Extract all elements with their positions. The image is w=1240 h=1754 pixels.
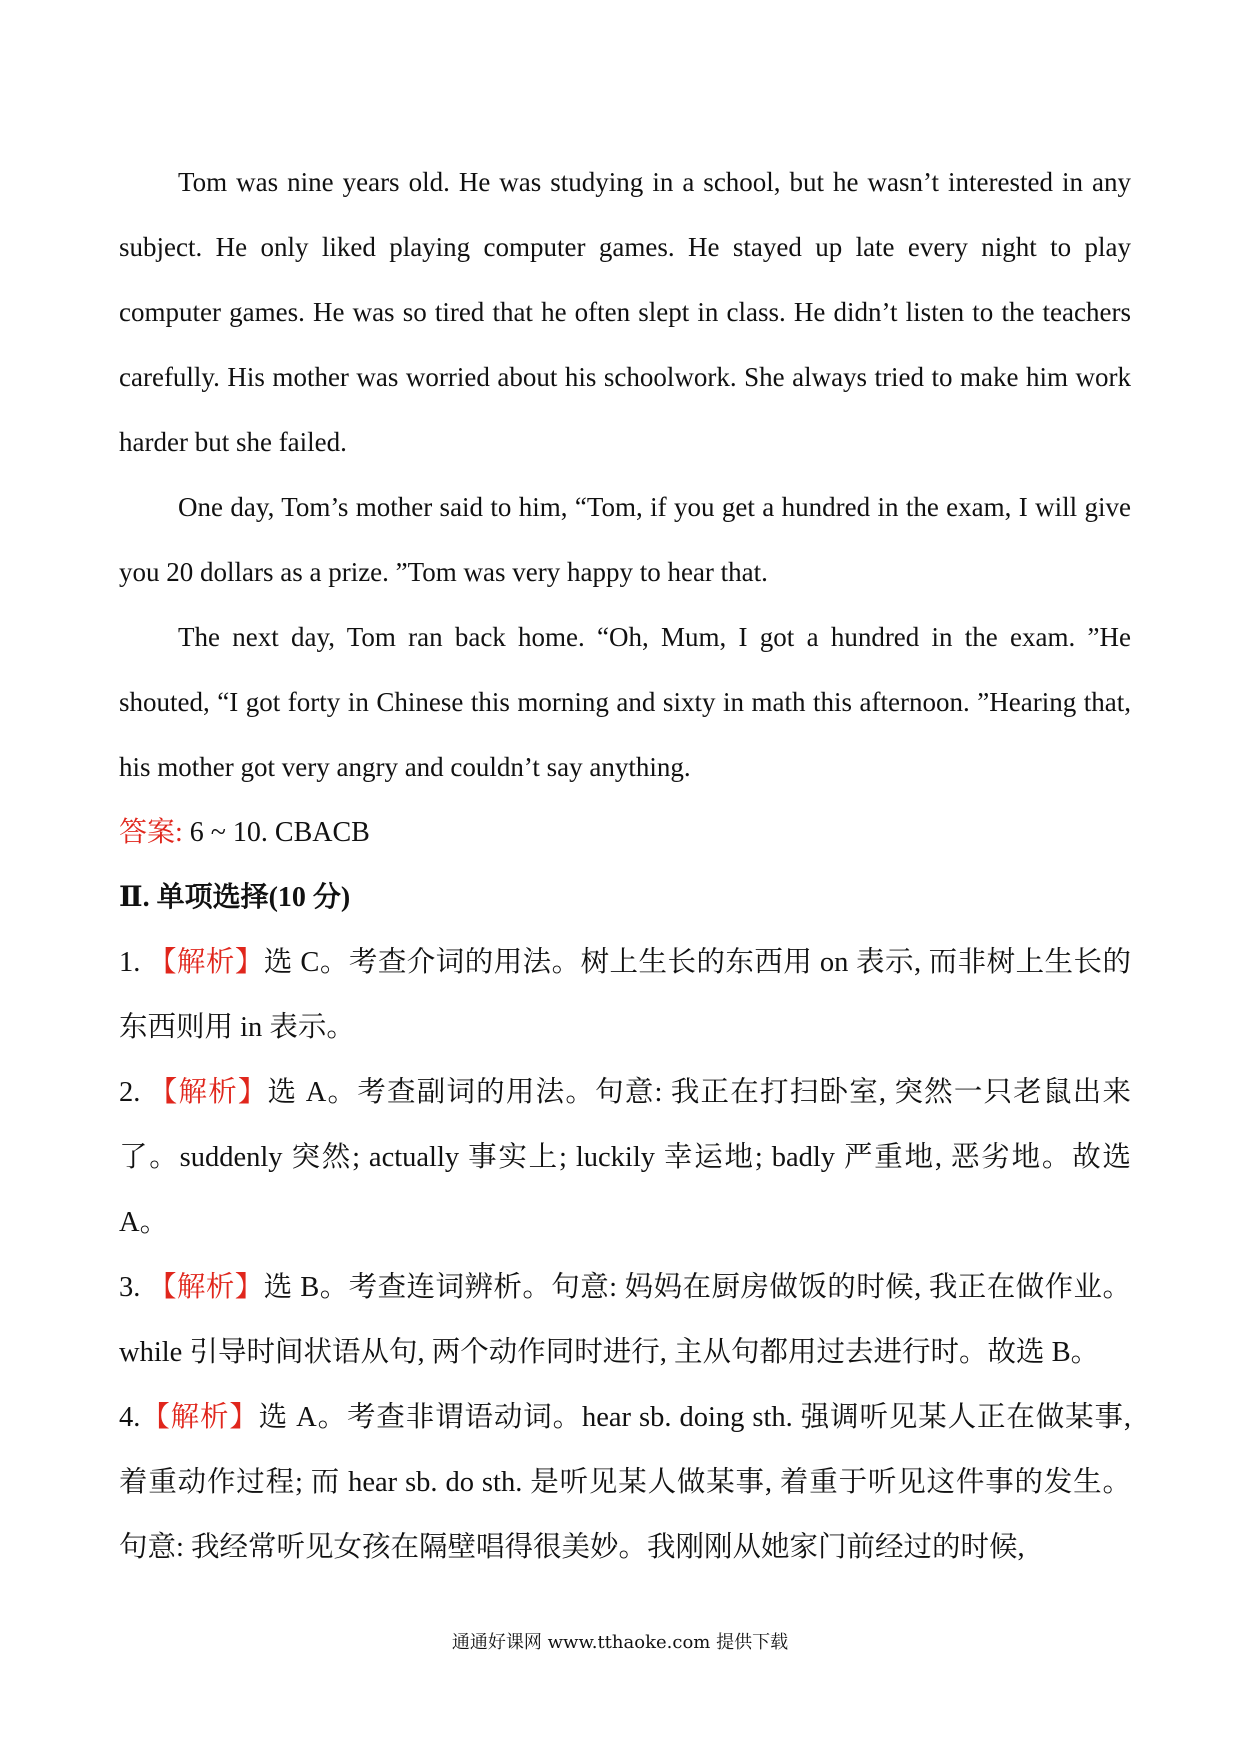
item-text: 选 A。考查副词的用法。句意: 我正在打扫卧室, 突然一只老鼠出来了。suddenly 突然; actually 事实上; luckily 幸运地; badly 严重地, 恶劣地。故选 A。 [119, 1077, 1131, 1238]
item-text: 选 B。考查连词辨析。句意: 妈妈在厨房做饭的时候, 我正在做作业。while 引导时间状语从句, 两个动作同时进行, 主从句都用过去进行时。故选 B。 [119, 1272, 1131, 1368]
item-number: 3. [119, 1272, 141, 1303]
explanation-item-1 [119, 930, 1131, 1060]
passage-paragraph-2: One day, Tom’s mother said to him, “Tom, if you get a hundred in the exam, I will give you 20 dollars as a prize. ”Tom was very happy to hear that. [119, 492, 1131, 587]
explanation-item-4 [119, 1385, 1131, 1580]
item-text: 选 A。考查非谓语动词。hear sb. doing sth. 强调听见某人正在做某事, 着重动作过程; 而 hear sb. do sth. 是听见某人做某事, 着重于听见这件事的发生。句意: 我经常听见女孩在隔壁唱得很美妙。我刚刚从她家门前经过的时候, [119, 1402, 1131, 1563]
item-number: 1. [119, 947, 141, 978]
explanation-item-3 [119, 1255, 1131, 1385]
analysis-tag: 【解析】 [147, 947, 264, 978]
passage-paragraph-3: The next day, Tom ran back home. “Oh, Mum, I got a hundred in the exam. ”He shouted, “I got forty in Chinese this morning and sixty in math this afternoon. ”Hearing that, his mother got very angry and couldn’t say anything. [119, 622, 1131, 782]
section-title: Ⅱ. 单项选择(10 分) [119, 882, 351, 913]
passage-paragraph-1: Tom was nine years old. He was studying in a school, but he wasn’t interested in any subject. He only liked playing computer games. He stayed up late every night to play computer games. He was so tired that he often slept in class. He didn’t listen to the teachers carefully. His mother was worried about his schoolwork. She always tried to make him work harder but she failed. [119, 167, 1131, 457]
item-number: 2. [119, 1077, 141, 1108]
item-number: 4. [119, 1402, 141, 1433]
analysis-tag: 【解析】 [148, 1077, 268, 1108]
explanation-item-2 [119, 1060, 1131, 1255]
answer-line [119, 800, 1131, 865]
analysis-tag: 【解析】 [147, 1272, 264, 1303]
answer-label: 答案: [119, 817, 183, 848]
page-footer: 通通好课网 www.tthaoke.com 提供下载 [451, 1632, 789, 1653]
answer-text: 6 ~ 10. CBACB [182, 817, 370, 848]
item-text: 选 C。考查介词的用法。树上生长的东西用 on 表示, 而非树上生长的东西则用 in 表示。 [119, 947, 1131, 1043]
analysis-tag: 【解析】 [140, 1402, 259, 1433]
document-body [119, 150, 1131, 1580]
